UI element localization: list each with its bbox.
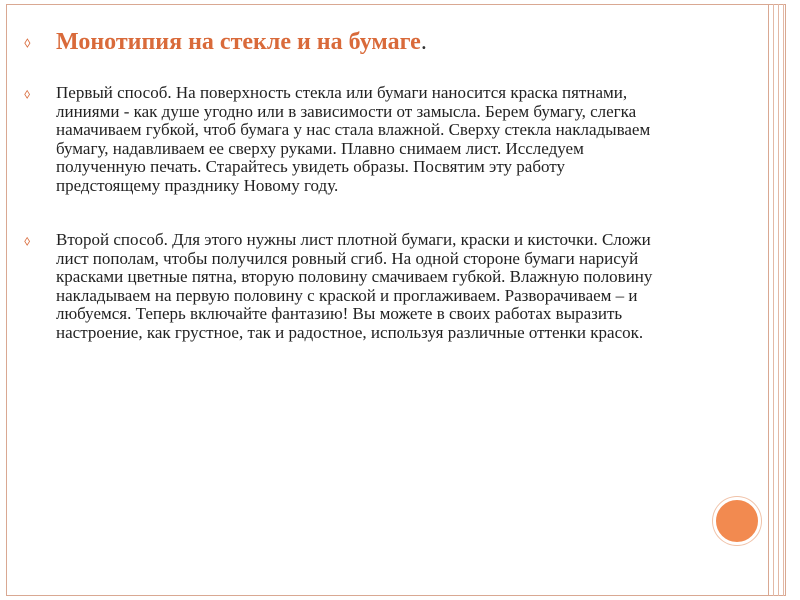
slide-title-text: Монотипия на стекле и на бумаге [56,29,421,55]
side-band-line [783,4,784,596]
paragraph-row-1 [24,84,674,195]
slide-title [56,24,674,60]
paragraph-row-2 [24,231,674,342]
bullet-icon: ⬨ [24,233,31,249]
slide-title-suffix: . [420,29,427,55]
slide-content [24,24,674,342]
decorative-side-band [768,4,786,596]
paragraph-first-method: Первый способ. На поверхность стекла или бумаги наносится краска пятнами, линиями - как душе угодно или в зависимости от замысла. Берем бумагу, слегка намачиваем губкой, чтоб бумага у нас стала влажной. Сверху стекла накладываем бумагу, надавливаем ее сверху руками. Плавно снимаем лист. Исследуем полученную печать. Старайтесь увидеть образы. Посвятим эту работу предстоящему празднику Новому году. [56,83,651,195]
title-row [24,24,674,60]
bullet-icon: ⬨ [24,86,31,102]
paragraph-second-method: Второй способ. Для этого нужны лист плотной бумаги, краски и кисточки. Сложи лист пополам, чтобы получился ровный сгиб. На одной стороне бумаги нарисуй красками цветные пятна, вторую половину смачиваем губкой. Влажную половину накладываем на первую половину с краской и проглаживаем. Разворачиваем – и любуемся. Теперь включайте фантазию! Вы можете в своих работах выразить настроение, как грустное, так и радостное, используя различные оттенки красок. [56,230,653,342]
decorative-circle [713,497,761,545]
side-band-line [778,4,779,596]
bullet-icon: ⬨ [24,33,31,51]
side-band-line [773,4,774,596]
